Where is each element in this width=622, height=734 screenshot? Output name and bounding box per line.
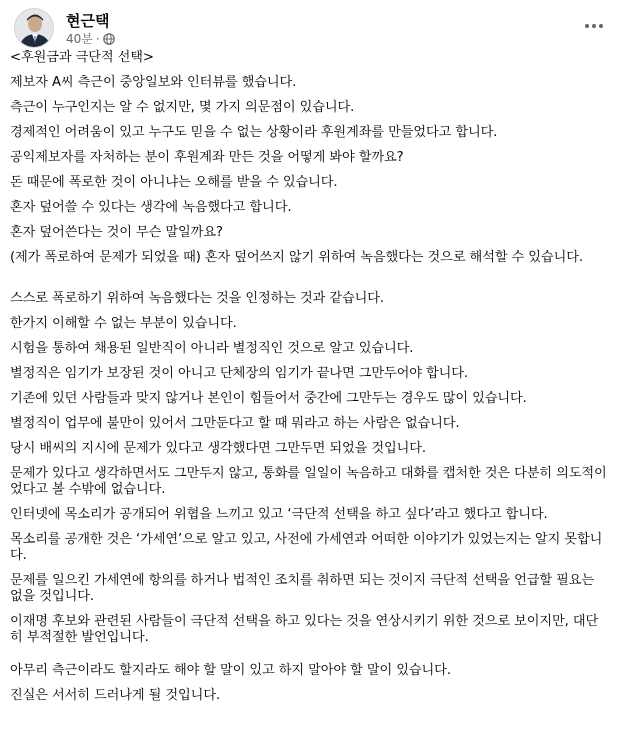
- paragraph: 경제적인 어려움이 있고 누구도 믿을 수 없는 상황이라 후원계좌를 만들었다고 합니다.: [10, 125, 498, 140]
- paragraph: 아무리 측근이라도 할지라도 해야 할 말이 있고 하지 말아야 할 말이 있습니다.: [10, 663, 451, 678]
- paragraph: 당시 배씨의 지시에 문제가 있다고 생각했다면 그만두면 되었을 것입니다.: [10, 441, 426, 456]
- paragraph: 공익제보자를 자처하는 분이 후원계좌 만든 것을 어떻게 봐야 할까요?: [10, 150, 404, 165]
- profile-photo-icon: [15, 9, 54, 48]
- paragraph: 별정직은 임기가 보장된 것이 아니고 단체장의 임기가 끝나면 그만두어야 합니다.: [10, 366, 469, 381]
- paragraph: 이재명 후보와 관련된 사람들이 극단적 선택을 하고 있다는 것을 연상시키기 위한 것으로 보이지만, 대단히 부적절한 발언입니다.: [10, 614, 599, 645]
- paragraph: 문제를 일으킨 가세연에 항의를 하거나 법적인 조치를 취하면 되는 것이지 극단적 선택을 언급할 필요는 없을 것입니다.: [10, 573, 595, 604]
- paragraph: 혼자 덮어쓸 수 있다는 생각에 녹음했다고 합니다.: [10, 200, 292, 215]
- paragraph: 스스로 폭로하기 위하여 녹음했다는 것을 인정하는 것과 같습니다.: [10, 291, 384, 306]
- paragraph: 문제가 있다고 생각하면서도 그만두지 않고, 통화를 일일이 녹음하고 대화를 캡처한 것은 다분히 의도적이었다고 볼 수밖에 없습니다.: [10, 466, 607, 497]
- paragraph: 혼자 덮어쓴다는 것이 무슨 말일까요?: [10, 225, 223, 240]
- paragraph: 제보자 A씨 측근이 중앙일보와 인터뷰를 했습니다.: [10, 75, 297, 90]
- paragraph: 시험을 통하여 채용된 일반직이 아니라 별정직인 것으로 알고 있습니다.: [10, 341, 414, 356]
- post-header: [8, 8, 614, 48]
- paragraph: 돈 때문에 폭로한 것이 아니냐는 오해를 받을 수 있습니다.: [10, 175, 338, 190]
- paragraph: 한가지 이해할 수 없는 부분이 있습니다.: [10, 316, 237, 331]
- more-options-icon[interactable]: [582, 16, 606, 36]
- post-meta: [66, 30, 115, 47]
- paragraph: 진실은 서서히 드러나게 될 것입니다.: [10, 688, 221, 703]
- paragraph: 인터넷에 목소리가 공개되어 위협을 느끼고 있고 ‘극단적 선택을 하고 싶다’라고 했다고 합니다.: [10, 507, 548, 522]
- post-time[interactable]: 40분: [66, 32, 93, 46]
- post-title: <후원금과 극단적 선택>: [10, 50, 154, 65]
- separator-dot: ·: [95, 31, 100, 46]
- paragraph: 기존에 있던 사람들과 맞지 않거나 본인이 힘들어서 중간에 그만두는 경우도 많이 있습니다.: [10, 391, 527, 406]
- avatar[interactable]: [14, 8, 54, 48]
- paragraph: 측근이 누구인지는 알 수 없지만, 몇 가지 의문점이 있습니다.: [10, 100, 355, 115]
- paragraph: 별정직이 업무에 불만이 있어서 그만둔다고 할 때 뭐라고 하는 사람은 없습니다.: [10, 416, 460, 431]
- globe-icon[interactable]: [103, 33, 115, 45]
- paragraph: (제가 폭로하여 문제가 되었을 때) 혼자 덮어쓰지 않기 위하여 녹음했다는 것으로 해석할 수 있습니다.: [10, 250, 583, 265]
- author-name[interactable]: 현근택: [66, 12, 110, 30]
- paragraph: 목소리를 공개한 것은 ‘가세연’으로 알고 있고, 사전에 가세연과 어떠한 이야기가 있었는지는 알지 못합니다.: [10, 532, 603, 563]
